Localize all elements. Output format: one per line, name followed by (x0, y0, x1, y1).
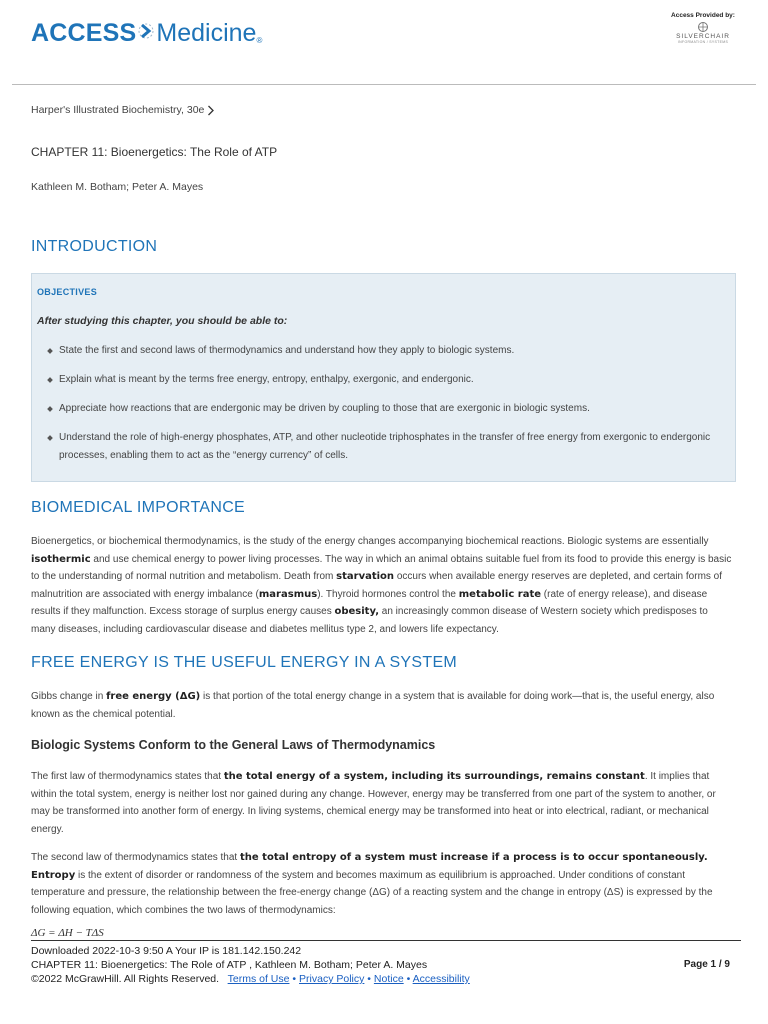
bullet-separator: • (406, 973, 411, 985)
text-run: is that portion of the total energy change in a system that is available for doing work—that is, the useful energy, also known as the chemical potential. (31, 691, 715, 720)
chapter-title: CHAPTER 11: Bioenergetics: The Role of ATP (31, 145, 278, 159)
second-law-statement: the total entropy of a system must increase if a process is to occur spontaneously. Entropy (31, 852, 708, 881)
objective-item: State the first and second laws of thermodynamics and understand how they apply to biologic systems. (46, 342, 716, 360)
provider-tagline: INFORMATION / SYSTEMS (677, 40, 729, 44)
chevron-right-icon (207, 105, 215, 116)
provided-by-label: Access Provided by: (671, 12, 735, 19)
accessmedicine-logo[interactable] (31, 18, 262, 49)
bullet-separator: • (367, 973, 371, 985)
text-run: The first law of thermodynamics states that (31, 771, 224, 782)
text-run: an increasingly common disease of Western society which predisposes to many diseases, including cardiovascular disease and diabetes mellitus type 2, and lowers life expectancy. (31, 606, 708, 635)
text-run: is the extent of disorder or randomness of the system and becomes maximum as equilibrium is approached. Under conditions of constant temperature and pressure, the relationship between the free-energy change (ΔG) of a reacting system and the change in entropy (ΔS) is expressed by the following equation, which combines the two laws of thermodynamics: (31, 869, 713, 916)
text-run: Bioenergetics, or biochemical thermodynamics, is the study of the energy changes accompanying biochemical reactions. Biologic systems are essentially (31, 536, 709, 547)
access-provider (668, 12, 738, 44)
objectives-lead: After studying this chapter, you should be able to: (37, 315, 288, 327)
first-law-paragraph (31, 768, 735, 838)
logo-chevron-icon (138, 18, 154, 49)
terms-of-use-link[interactable]: Terms of Use (227, 973, 290, 985)
provider-name: SILVERCHAIR (676, 33, 730, 40)
term-starvation: starvation (336, 571, 395, 582)
second-law-paragraph (31, 849, 735, 919)
objectives-box (31, 273, 736, 482)
citation-line: CHAPTER 11: Bioenergetics: The Role of ATP , Kathleen M. Botham; Peter A. Mayes (31, 959, 428, 971)
registered-mark: ® (256, 36, 263, 45)
biomedical-heading: BIOMEDICAL IMPORTANCE (31, 499, 246, 516)
term-marasmus: marasmus (258, 588, 318, 600)
logo-medicine-text: Medicine (156, 19, 257, 47)
page-number: Page 1 / 9 (683, 959, 730, 970)
legal-line (31, 972, 741, 986)
introduction-heading: INTRODUCTION (31, 238, 158, 255)
term-metabolic-rate: metabolic rate (458, 588, 542, 600)
thermodynamics-subheading: Biologic Systems Conform to the General Laws of Thermodynamics (31, 738, 436, 752)
page-header (0, 0, 768, 84)
text-run: occurs when available energy reserves are depleted, and certain forms of malnutrition are associated with energy imbalance ( (31, 571, 723, 600)
objectives-list (46, 342, 716, 476)
gibbs-equation: ΔG = ΔH − TΔS (31, 927, 104, 939)
header-divider (12, 84, 756, 85)
notice-link[interactable]: Notice (373, 973, 404, 985)
term-obesity: obesity, (334, 606, 379, 617)
breadcrumb[interactable] (31, 104, 215, 116)
objective-item: Understand the role of high-energy phosphates, ATP, and other nucleotide triphosphates in the transfer of free energy from exergonic to endergonic processes, enabling them to act as the “energy currency” of cells. (46, 429, 716, 464)
privacy-policy-link[interactable]: Privacy Policy (299, 973, 365, 985)
first-law-statement: the total energy of a system, including its surroundings, remains constant (223, 771, 645, 782)
term-free-energy: free energy (ΔG) (106, 691, 201, 702)
objective-item: Explain what is meant by the terms free energy, entropy, enthalpy, exergonic, and endergonic. (46, 371, 716, 389)
free-energy-heading: FREE ENERGY IS THE USEFUL ENERGY IN A SYSTEM (31, 654, 458, 671)
breadcrumb-book[interactable]: Harper's Illustrated Biochemistry, 30e (31, 104, 205, 116)
logo-access-text: ACCESS (31, 19, 137, 47)
silverchair-logo-icon (697, 22, 709, 32)
text-run: and use chemical energy to power living processes. The way in which an animal obtains suitable fuel from its food to provide this energy is basic to the understanding of normal nutrition and metabolism. Death from (31, 553, 732, 582)
biomedical-paragraph (31, 533, 735, 638)
bullet-separator: • (292, 973, 297, 985)
text-run: Gibbs change in (31, 691, 107, 702)
download-info: Downloaded 2022-10-3 9:50 A Your IP is 181.142.150.242 (31, 945, 302, 957)
objective-item: Appreciate how reactions that are endergonic may be driven by coupling to those that are exergonic in biologic systems. (46, 400, 716, 418)
text-run: ). Thyroid hormones control the (317, 588, 459, 600)
term-isothermic: isothermic (31, 553, 91, 565)
footer-divider (31, 940, 741, 941)
free-energy-paragraph (31, 688, 735, 723)
text-run: . It implies that within the total system, energy is neither lost nor gained during any change. However, energy may be transferred from one part of the system to another, or may be transformed into another form of energy. In living systems, chemical energy may be transformed into heat or into electrical, radiant, or mechanical energy. (31, 771, 716, 835)
text-run: (rate of energy release), and disease results if they malfunction. Excess storage of surplus energy causes (31, 588, 708, 617)
text-run: The second law of thermodynamics states that (31, 852, 240, 863)
copyright: ©2022 McGrawHill. All Rights Reserved. (31, 973, 220, 985)
page-footer (31, 944, 741, 986)
authors: Kathleen M. Botham; Peter A. Mayes (31, 181, 204, 193)
objectives-title: OBJECTIVES (37, 287, 98, 297)
accessibility-link[interactable]: Accessibility (412, 973, 470, 985)
